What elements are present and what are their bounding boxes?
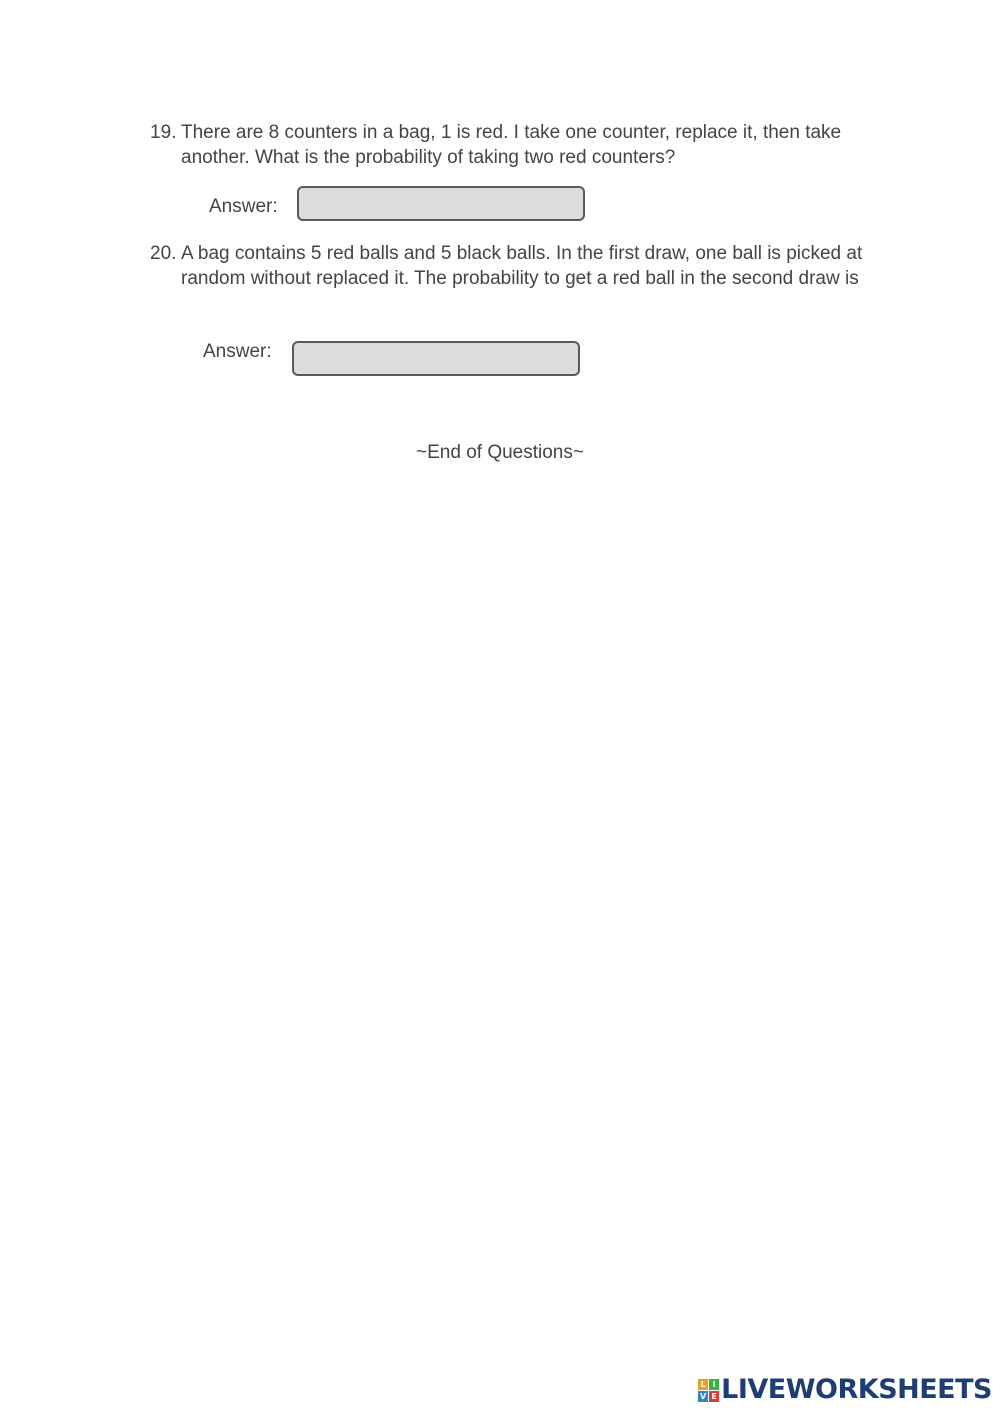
question-text: There are 8 counters in a bag, 1 is red. I take one counter, replace it, then take another. What is the probability of taking two red counters? (181, 122, 842, 168)
answer-label: Answer: (209, 196, 278, 217)
logo-mark-tile: V (700, 1391, 707, 1401)
question-20 (150, 241, 870, 291)
answer-input-20[interactable] (292, 341, 580, 376)
logo-mark-tile: I (709, 1379, 719, 1390)
question-19 (150, 120, 870, 170)
end-of-questions: ~End of Questions~ (416, 442, 584, 463)
answer-label: Answer: (203, 341, 272, 362)
question-number: 19. (150, 122, 177, 143)
logo-mark-tile: L (698, 1379, 708, 1390)
question-text: A bag contains 5 red balls and 5 black balls. In the first draw, one ball is picked at random without replaced it. The probability to get a red ball in the second draw is (181, 243, 863, 289)
liveworksheets-logo (698, 1375, 992, 1405)
answer-input-19[interactable] (297, 186, 585, 221)
logo-mark-icon (698, 1379, 719, 1402)
logo-text: LIVEWORKSHEETS (721, 1374, 992, 1405)
question-number: 20. (150, 243, 177, 264)
logo-mark-tile: E (709, 1391, 719, 1402)
